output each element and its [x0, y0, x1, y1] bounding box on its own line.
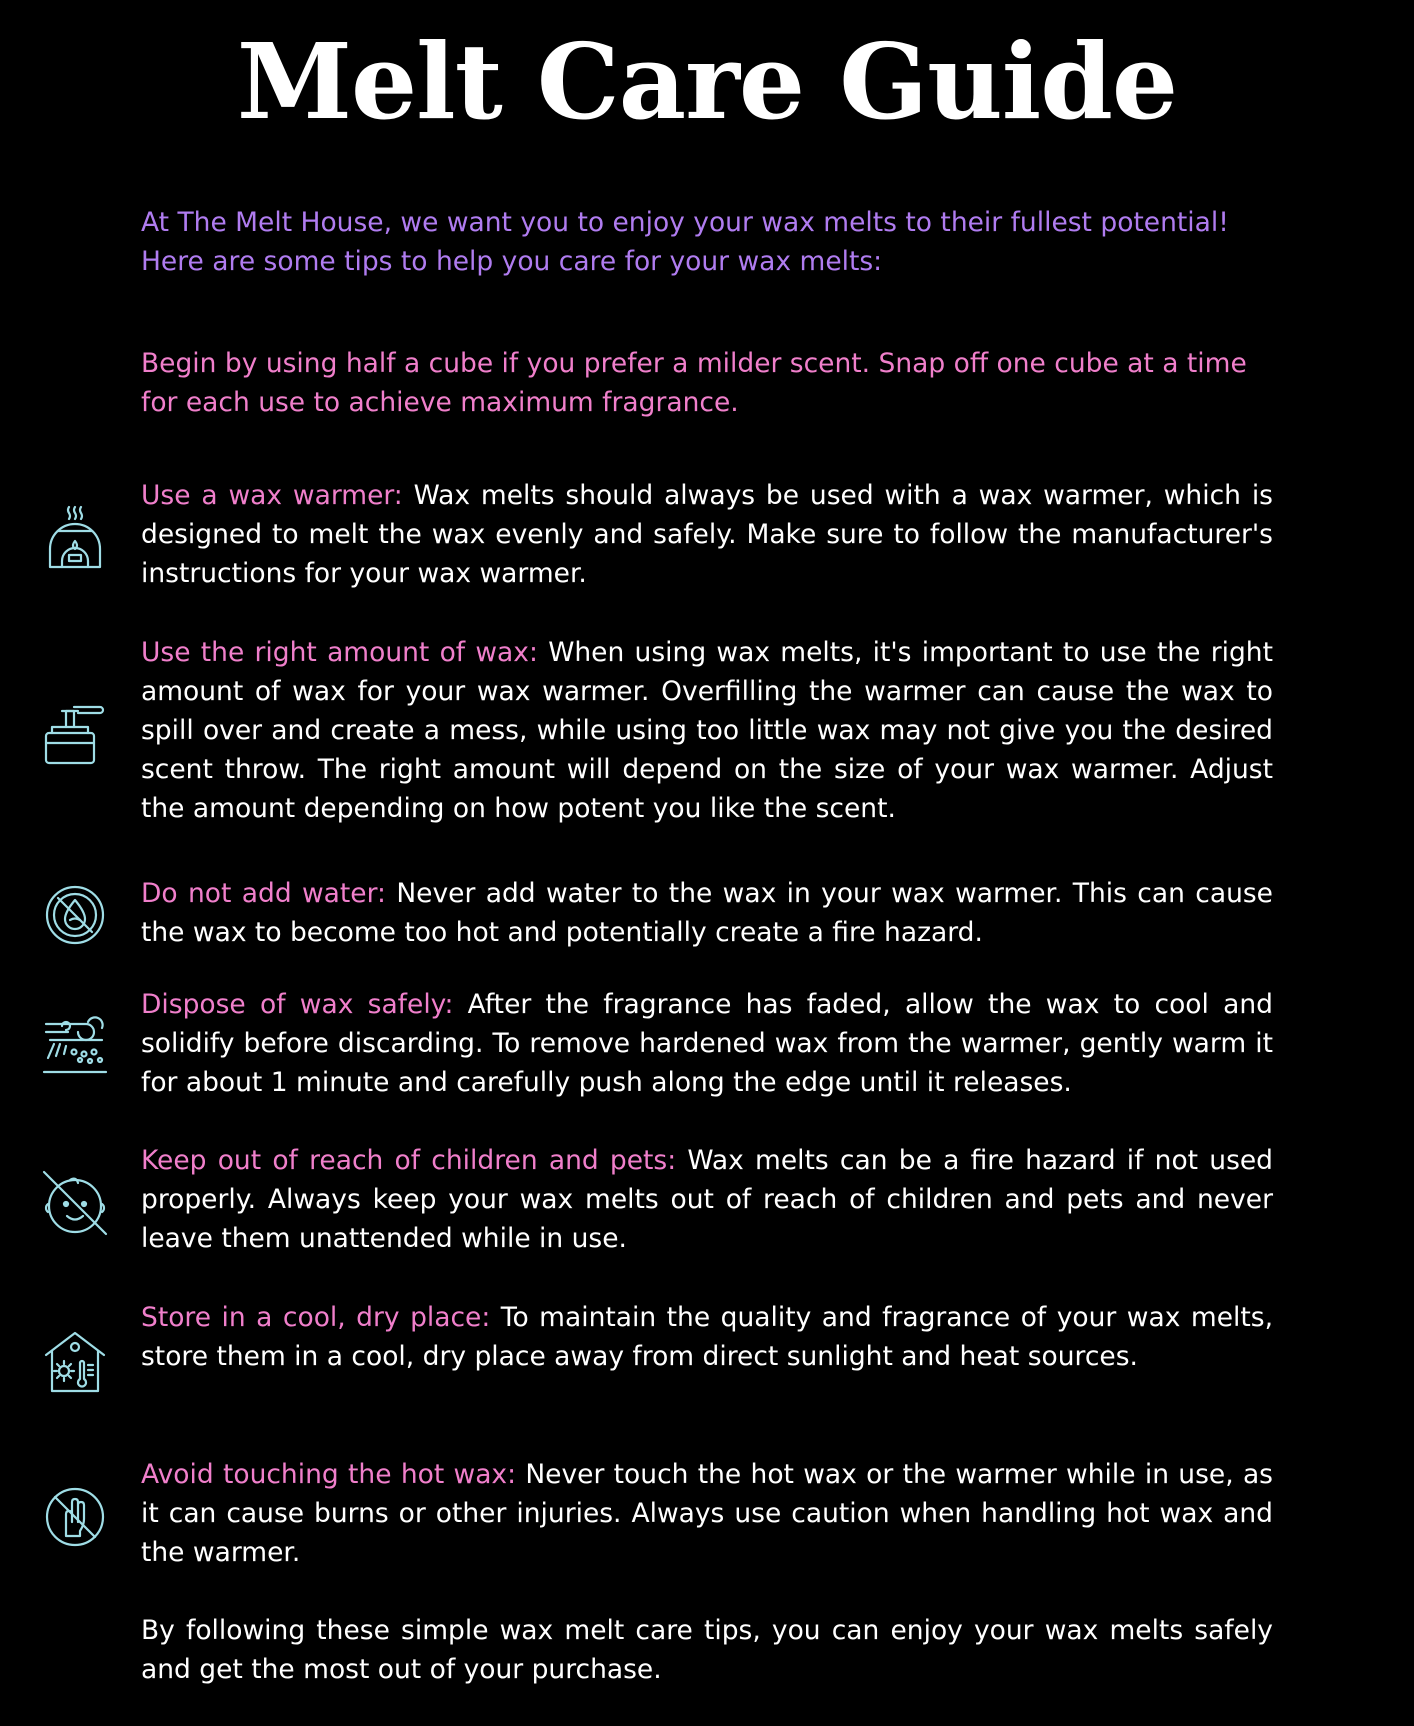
no-touch-hand-icon [40, 1482, 110, 1552]
tip-heading: Use the right amount of wax: [141, 637, 538, 668]
tip-body: Never touch the hot wax or the warmer while in use, as it can cause burns or other injuries. Always use caution when handling hot wax and the warmer. [141, 1459, 1273, 1568]
no-children-icon [40, 1168, 110, 1238]
tip-heading: Dispose of wax safely: [141, 989, 454, 1020]
dispose-wind-icon [40, 1010, 110, 1080]
tip-right-amount [141, 633, 1273, 828]
tip-heading: Avoid touching the hot wax: [141, 1459, 517, 1490]
tip-body: When using wax melts, it's important to use the right amount of wax for your wax warmer. Overfilling the warmer can cause the wax to spill over and create a mess, while using too little wax may not give you the desired scent throw. The right amount will depend on the size of your wax warmer. Adjust the amount depending on how potent you like the scent. [141, 637, 1273, 824]
half-cube-tip: Begin by using half a cube if you prefer a milder scent. Snap off one cube at a time for each use to achieve maximum fragrance. [141, 348, 1247, 418]
tip-body: Wax melts can be a fire hazard if not used properly. Always keep your wax melts out of reach of children and pets and never leave them unattended while in use. [141, 1145, 1274, 1254]
wax-jar-icon [40, 699, 110, 769]
tip-use-wax-warmer [141, 476, 1273, 593]
no-water-icon [40, 880, 110, 950]
tip-heading: Keep out of reach of children and pets: [141, 1145, 677, 1176]
tip-body: Never add water to the wax in your wax warmer. This can cause the wax to become too hot and potentially create a fire hazard. [141, 878, 1273, 948]
tip-body: To maintain the quality and fragrance of your wax melts, store them in a cool, dry place away from direct sunlight and heat sources. [141, 1302, 1273, 1372]
tip-dispose-safely [141, 985, 1273, 1102]
tip-body: Wax melts should always be used with a wax warmer, which is designed to melt the wax evenly and safely. Make sure to follow the manufacturer's instructions for your wax warmer. [141, 480, 1273, 589]
tip-no-water [141, 874, 1273, 952]
tip-heading: Do not add water: [141, 878, 386, 909]
cool-dry-house-icon [40, 1327, 110, 1397]
page-title: Melt Care Guide [236, 20, 1178, 143]
tip-heading: Use a wax warmer: [141, 480, 403, 511]
tip-heading: Store in a cool, dry place: [141, 1302, 491, 1333]
intro-text: At The Melt House, we want you to enjoy your wax melts to their fullest potential! Here are some tips to help you care for your wax melts: [141, 207, 1229, 277]
tip-avoid-hot-wax [141, 1455, 1273, 1572]
tip-body: After the fragrance has faded, allow the wax to cool and solidify before discarding. To remove hardened wax from the warmer, gently warm it for about 1 minute and carefully push along the edge until it releases. [141, 989, 1274, 1098]
tip-keep-from-children [141, 1141, 1273, 1258]
closing-text: By following these simple wax melt care tips, you can enjoy your wax melts safely and get the most out of your purchase. [141, 1615, 1273, 1685]
wax-warmer-icon [40, 501, 110, 571]
tip-store-cool-dry [141, 1298, 1273, 1376]
